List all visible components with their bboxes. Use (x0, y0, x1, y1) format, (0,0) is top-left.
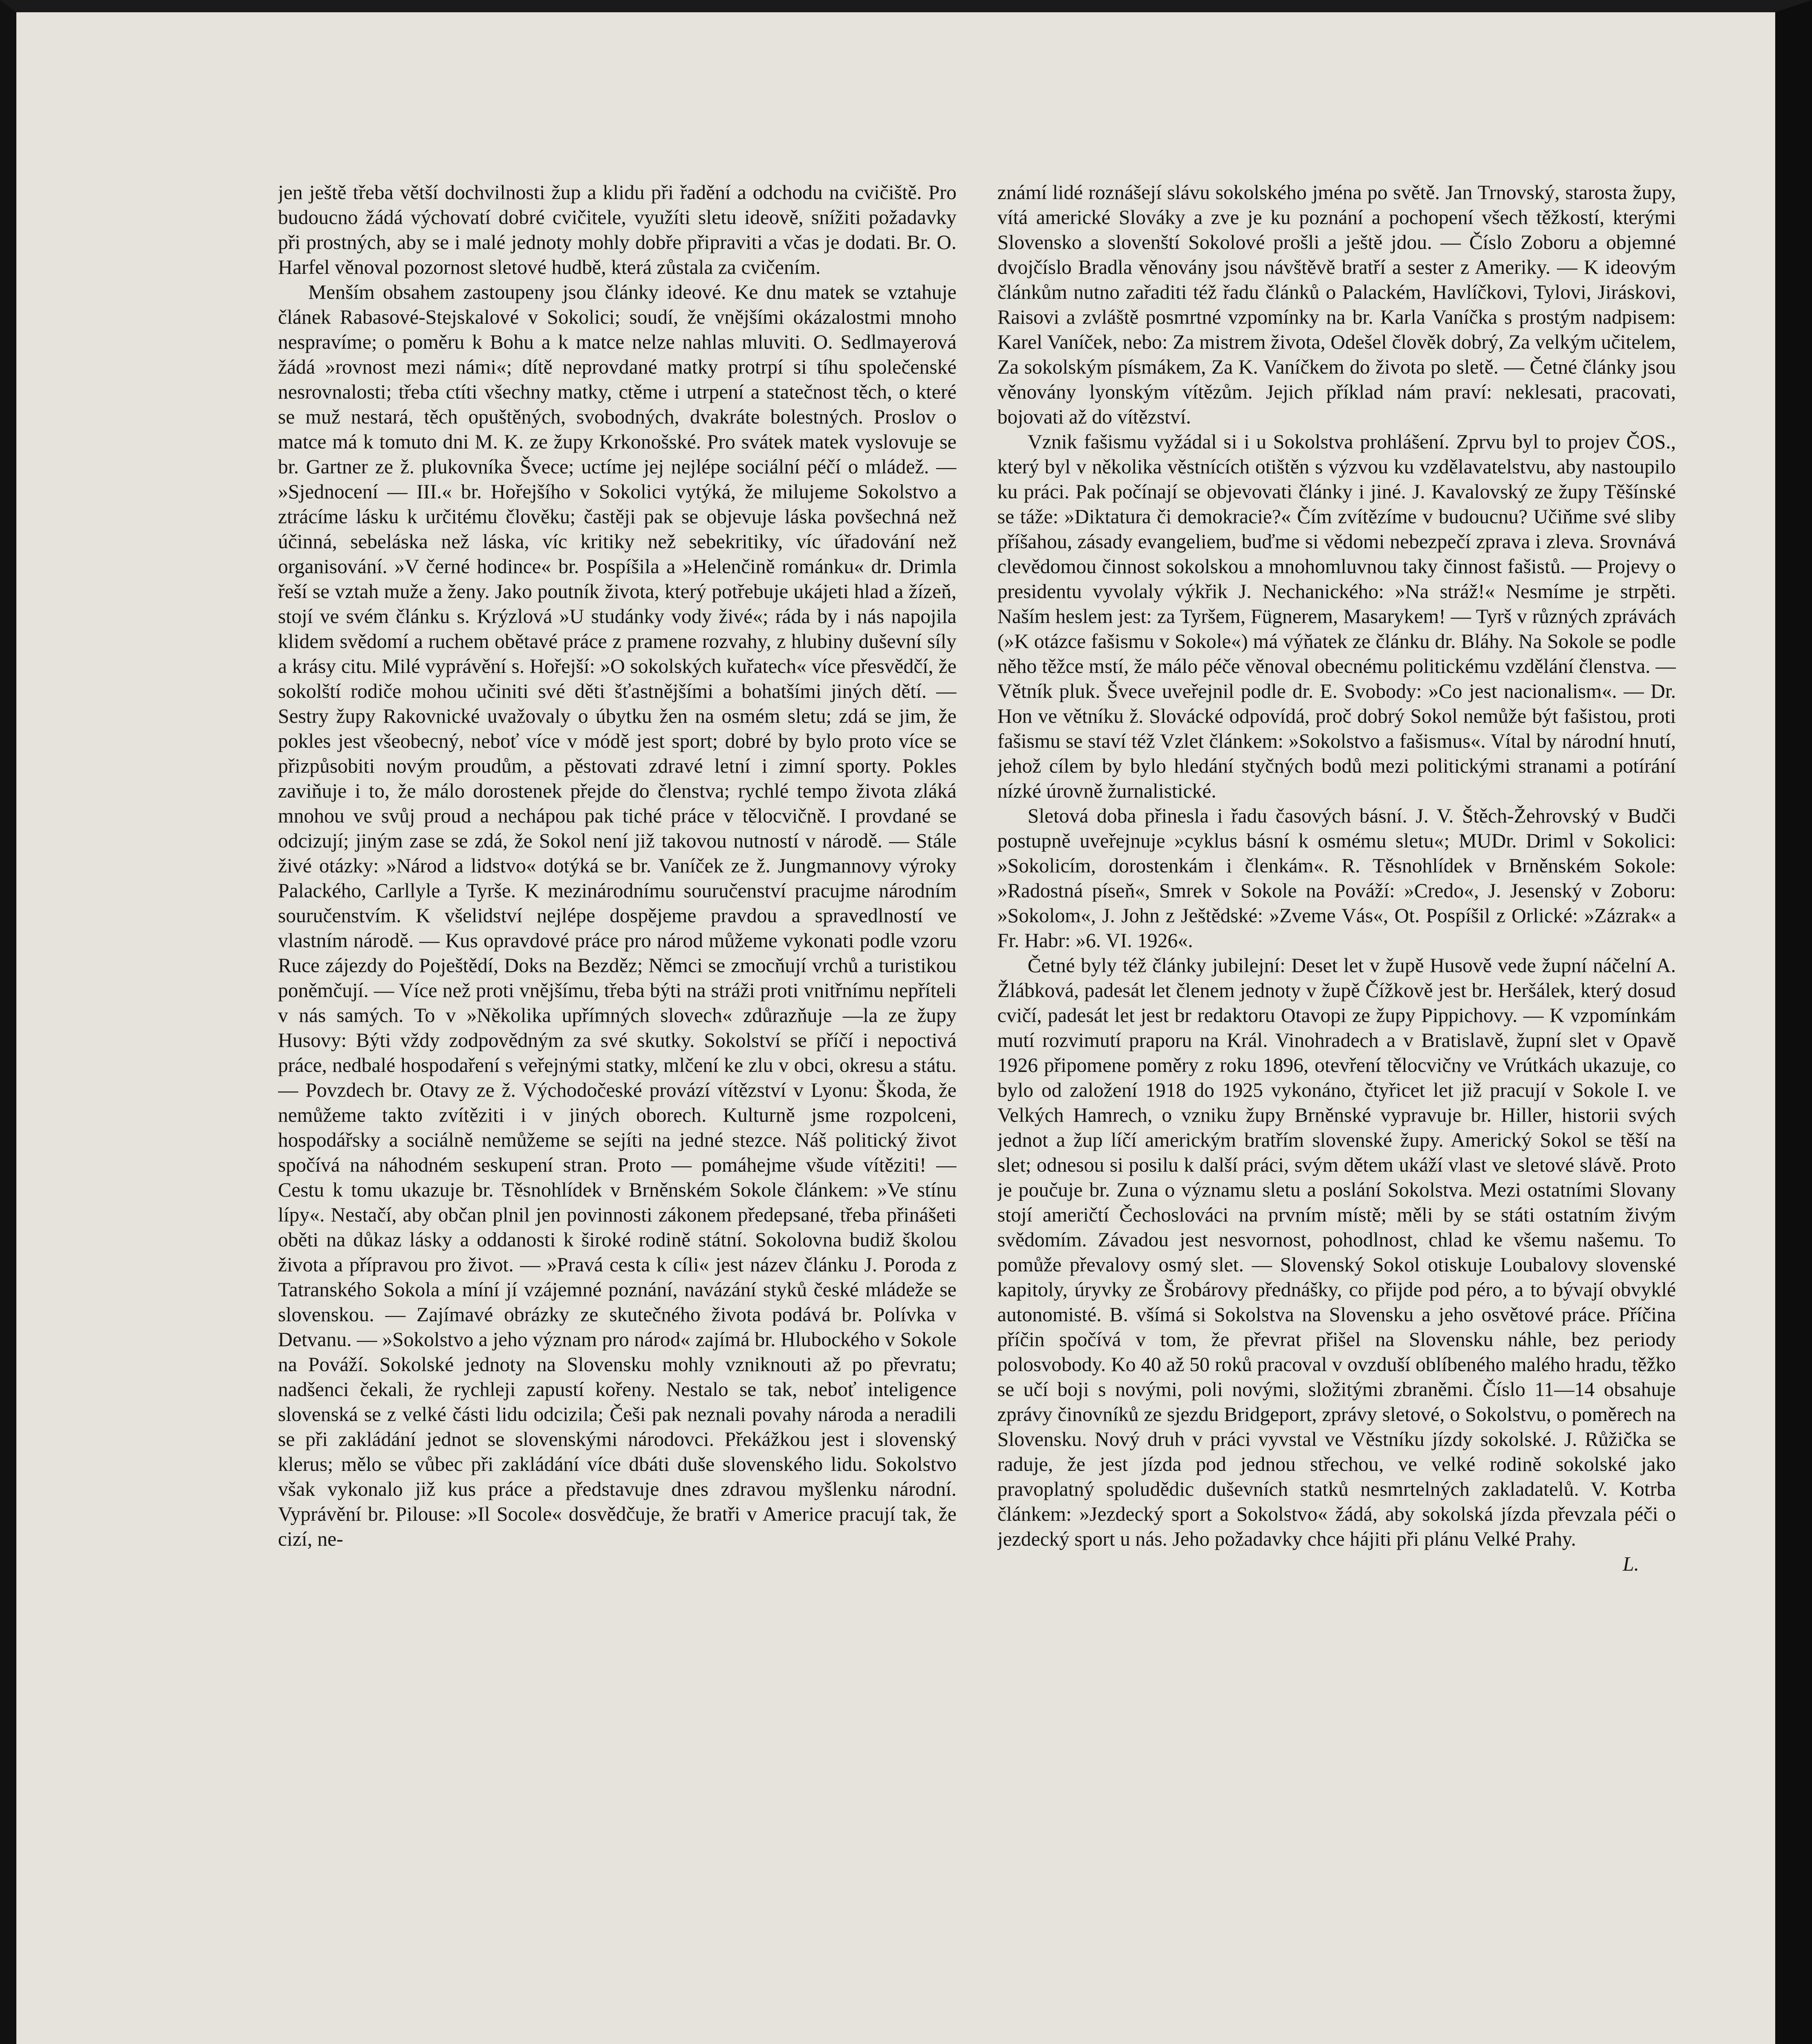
paragraph: jen ještě třeba větší dochvilnosti žup a klidu při řadění a odchodu na cvičiště. Pro budoucno žádá výchovatí dobré cvičitele, využíti sletu ideově, snížiti požadavky při prostných, aby se i malé jednoty mohly dobře připraviti a včas je dodati. Br. O. Harfel věnoval pozornost sletové hudbě, která zůstala za cvičením. (278, 181, 956, 278)
paragraph: Vznik fašismu vyžádal si i u Sokolstva prohlášení. Zprvu byl to projev ČOS., který byl v několika věstnících otištěn s výzvou ku vzdělavatelstvu, aby nastoupilo ku práci. Pak počínají se objevovati články i jiné. J. Kavalovský ze župy Těšínské se táže: »Diktatura či demokracie?« Čím zvítězíme v budoucnu? Učiňme své sliby příšahou, zásady evangeliem, buďme si vědomi nebezpečí zprava i zleva. Srovnává clevědomou činnost sokolskou a mnohomluvnou taky činnost fašistů. — Projevy o presidentu vyvolaly výkřik J. Nechanického: »Na stráž!« Nesmíme je strpěti. Naším heslem jest: za Tyršem, Fügnerem, Masarykem! — Tyrš v různých zprávách (»K otázce fašismu v Sokole«) má výňatek ze článku dr. Bláhy. Na Sokole se podle něho těžce mstí, že málo péče věnoval obecnému politickému vzdělání členstva. — Větník pluk. Švece uveřejnil podle dr. E. Svobody: »Co jest nacionalism«. — Dr. Hon ve větníku ž. Slovácké odpovídá, proč dobrý Sokol nemůže být fašistou, proti fašismu se staví též Vzlet článkem: »Sokolstvo a fašismus«. Vítal by národní hnutí, jehož cílem by bylo hledání styčných bodů mezi politickými stranami a potírání nízké úrovně žurnalistické. (997, 430, 1676, 802)
paragraph: Četné byly též články jubilejní: Deset let v župě Husově vede župní náčelní A. Žlábková, padesát let členem jednoty v župě Čížkově jest br. Heršálek, který dosud cvičí, padesát let jest br redaktoru Otavopi ze župy Pippichovy. — K vzpomínkám mutí rozvimutí praporu na Král. Vinohradech a v Bratislavě, župní slet v Opavě 1926 připomene poměry z roku 1896, otevření tělocvičny ve Vrútkách ukazuje, co bylo od založení 1918 do 1925 vykonáno, čtyřicet let již pracují v Sokole I. ve Velkých Hamrech, o vzniku župy Brněnské vypravuje br. Hiller, historii svých jednot a žup líčí americkým bratřím slovenské župy. Americký Sokol se těší na slet; odnesou si posilu k další práci, svým dětem ukáží vlast ve sletové slávě. Proto je poučuje br. Zuna o významu sletu a poslání Sokolstva. Mezi ostatními Slovany stojí američtí Čechoslováci na prvním místě; měli by se státi ostatním živým svědomím. Závadou jest nesvornost, pohodlnost, chlad ke všemu našemu. To pomůže převalovy osmý slet. — Slovenský Sokol otiskuje Loubalovy slovenské kapitoly, úryvky ze Šrobárovy přednášky, co přijde pod péro, a to bývají obvyklé autonomisté. B. všímá si Sokolstva na Slovensku a jeho osvětové práce. Příčina příčin spočívá v tom, že převrat přišel na Slovensku náhle, bez periody polosvobody. Ko 40 až 50 roků pracoval v ovzduší oblíbeného malého hradu, těžko se učí boji s novými, poli novými, složitými zbraněmi. Číslo 11—14 obsahuje zprávy činovníků ze sjezdu Bridgeport, zprávy sletové, o Sokolstvu, o poměrech na Slovensku. Nový druh v práci vyvstal ve Věstníku jízdy sokolské. J. Růžička se raduje, že jest jízda pod jednou střechou, ve velké rodině sokolské jako pravoplatný spoludědic duševních statků nesmrtelných zakladatelů. V. Kotrba článkem: »Jezdecký sport a Sokolstvo« žádá, aby sokolská jízda převzala péči o jezdecký sport u nás. Jeho požadavky chce hájiti při plánu Velké Prahy. (997, 954, 1676, 1550)
right-column (997, 180, 1676, 2044)
paragraph: Menším obsahem zastoupeny jsou články ideové. Ke dnu matek se vztahuje článek Rabasové-Stejskalové v Sokolici; soudí, že vnějšími okázalostmi mnoho nespravíme; o poměru k Bohu a k matce nelze nahlas mluviti. O. Sedlmayerová žádá »rovnost mezi námi«; dítě neprovdané matky protrpí si tíhu společenské nesrovnalosti; třeba ctíti všechny matky, ctěme i utrpení a statečnost těch, o které se muž nestará, těch opuštěných, svobodných, dvakráte bolestných. Proslov o matce má k tomuto dni M. K. ze župy Krkonošské. Pro svátek matek vyslovuje se br. Gartner ze ž. plukovníka Švece; uctíme jej nejlépe sociální péčí o mládež. — »Sjednocení — III.« br. Hořejšího v Sokolici vytýká, že milujeme Sokolstvo a ztrácíme lásku k určitému člověku; častěji pak se objevuje láska povšechná než účinná, sebeláska než láska, víc kritiky než sebekritiky, víc úřadování než organisování. »V černé hodince« br. Pospíšila a »Helenčině románku« dr. Drimla řeší se vztah muže a ženy. Jako poutník života, který potřebuje ukájeti hlad a žízeň, stojí ve svém článku s. Krýzlová »U studánky vody živé«; ráda by i nás napojila klidem svědomí a ruchem obětavé práce z pramene rozvahy, z hlubiny duševní síly a krásy citu. Milé vyprávění s. Hořejší: »O sokolských kuřatech« více přesvědčí, že sokolští rodiče mohou učiniti své děti šťastnějšími a bohatšími jiných dětí. — Sestry župy Rakovnické uvažovaly o úbytku žen na osmém sletu; zdá se jim, že pokles jest všeobecný, neboť více v módě jest sport; dobré by bylo proto více se přizpůsobiti novým proudům, a pěstovati zdravé letní i zimní sporty. Pokles zaviňuje i to, že málo dorostenek přejde do členstva; rychlé tempo života zláká mnohou ve svůj proud a nechápou pak tiché práce v tělocvičně. I provdané se odcizují; jiným zase se zdá, že Sokol není již takovou nutností v národě. — Stále živé otázky: »Národ a lidstvo« dotýká se br. Vaníček ze ž. Jungmannovy výroky Palackého, Carllyle a Tyrše. K mezinárodnímu souručenství pracujme národním souručenstvím. K všelidství nejlépe dospějeme pravdou a spravedlností ve vlastním národě. — Kus opravdové práce pro národ můžeme vykonati podle vzoru Ruce zájezdy do Poještědí, Doks na Bezděz; Němci se zmocňují vrchů a turistikou poněmčují. — Více než proti vnějšímu, třeba býti na stráži proti vnitřnímu nepříteli v nás samých. To v »Několika upřímných slovech« zdůrazňuje —la ze župy Husovy: Býti vždy zodpovědným za své skutky. Sokolství se příčí i nepoctivá práce, nedbalé hospodaření s veřejnými statky, mlčení ke zlu v obci, okresu a státu. — Povzdech br. Otavy ze ž. Východočeské provází vítězství v Lyonu: Škoda, že nemůžeme takto zvítěziti i v jiných oborech. Kulturně jsme rozpolceni, hospodářsky a sociálně nemůžeme se sejíti na jedné stezce. Náš politický život spočívá na náhodném seskupení stran. Proto — pomáhejme všude vítěziti! — Cestu k tomu ukazuje br. Těsnohlídek v Brněnském Sokole článkem: »Ve stínu lípy«. Nestačí, aby občan plnil jen povinnosti zákonem předepsané, třeba přinášeti oběti na důkaz lásky a oddanosti k široké rodině státní. Sokolovna budiž školou života a přípravou pro život. — »Pravá cesta k cíli« jest název článku J. Poroda z Tatranského Sokola a míní jí vzájemné poznání, navázání styků české mládeže se slovenskou. — Zajímavé obrázky ze skutečného života podává br. Polívka v Detvanu. — »Sokolstvo a jeho význam pro národ« zajímá br. Hlubockého v Sokole na Pováží. Sokolské jednoty na Slovensku mohly vzniknouti až po převratu; nadšenci čekali, že rychleji zapustí kořeny. Nestalo se tak, neboť inteligence slovenská se z velké části lidu odcizila; Češi pak neznali povahy národa a neradili se při zakládání jednot se slovenskými národovci. Překážkou jest i slovenský klerus; mělo se vůbec při zakládání více dbáti duše slovenského lidu. Sokolstvo však vykonalo již kus práce a představuje dnes zdravou myšlenku národní. Vyprávění br. Pilouse: »Il Socole« dosvědčuje, že bratři v Americe pracují tak, že cizí, ne- (278, 281, 956, 1550)
left-column (278, 180, 956, 2044)
author-signature: L. (1623, 1553, 1639, 1575)
paragraph: Sletová doba přinesla i řadu časových básní. J. V. Štěch-Žehrovský v Budči postupně uveřejnuje »cyklus básní k osmému sletu«; MUDr. Driml v Sokolici: »Sokolicím, dorostenkám i členkám«. R. Těsnohlídek v Brněnském Sokole: »Radostná píseň«, Smrek v Sokole na Pováží: »Credo«, J. Jesenský v Zoboru: »Sokolom«, J. John z Ještědské: »Zveme Vás«, Ot. Pospíšil z Orlické: »Zázrak« a Fr. Habr: »6. VI. 1926«. (997, 805, 1676, 952)
paragraph: známí lidé roznášejí slávu sokolského jména po světě. Jan Trnovský, starosta župy, vítá americké Slováky a zve je ku poznání a pochopení všech těžkostí, kterými Slovensko a slovenští Sokolové prošli a ještě jdou. — Číslo Zoboru a objemné dvojčíslo Bradla věnovány jsou návštěvě bratří a sester z Ameriky. — K ideovým článkům nutno zařaditi též řadu článků o Palackém, Havlíčkovi, Tylovi, Jiráskovi, Raisovi a zvláště posmrtné vzpomínky na br. Karla Vaníčka s prostým nadpisem: Karel Vaníček, nebo: Za mistrem života, Odešel člověk dobrý, Za velkým učitelem, Za sokolským písmákem, Za K. Vaníčkem do života po sletě. — Četné články jsou věnovány lyonským vítězům. Jejich příklad nám praví: neklesati, pracovati, bojovati až do vítězství. (997, 181, 1676, 428)
